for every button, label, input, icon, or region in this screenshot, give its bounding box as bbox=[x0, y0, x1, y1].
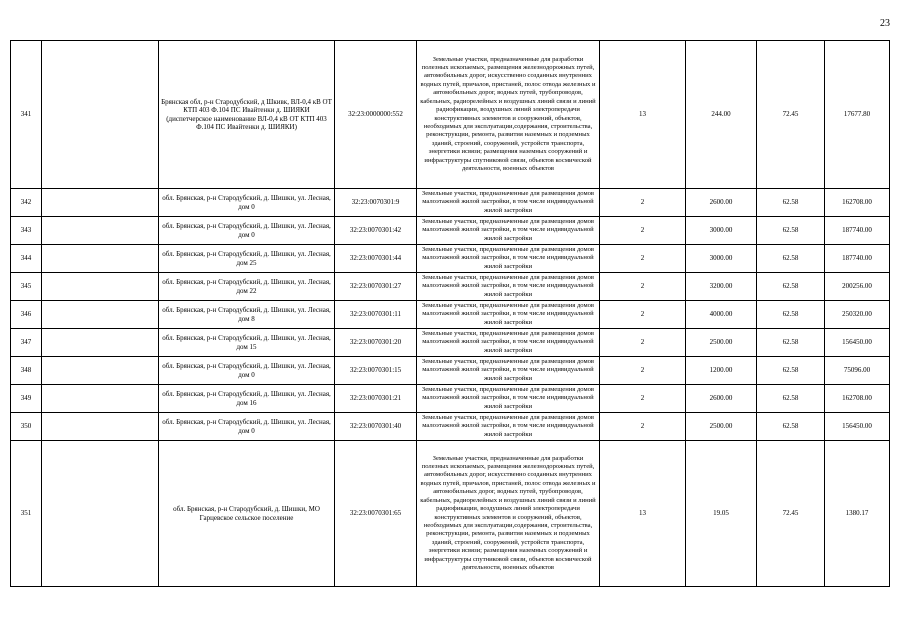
rate-cell: 62.58 bbox=[757, 217, 825, 245]
address-cell: обл. Брянская, р-н Стародубский, д. Шишки, ул. Лесная, дом 0 bbox=[159, 189, 335, 217]
cadastral-cost-cell: 156450.00 bbox=[825, 413, 890, 441]
cadastral-cost-cell: 156450.00 bbox=[825, 329, 890, 357]
address-cell: обл. Брянская, р-н Стародубский, д. Шишки, ул. Лесная, дом 0 bbox=[159, 357, 335, 385]
empty-cell bbox=[42, 41, 159, 189]
row-number: 349 bbox=[11, 385, 42, 413]
land-use-cell: Земельные участки, предназначенные для размещения домов малоэтажной жилой застройки, в том числе индивидуальной жилой застройки bbox=[417, 273, 600, 301]
area-cell: 2600.00 bbox=[686, 385, 757, 413]
address-cell: обл. Брянская, р-н Стародубский, д. Шишки, ул. Лесная, дом 15 bbox=[159, 329, 335, 357]
empty-cell bbox=[42, 329, 159, 357]
cadastral-number-cell: 32:23:0000000:552 bbox=[335, 41, 417, 189]
table-row bbox=[11, 301, 890, 329]
use-code-cell: 2 bbox=[600, 273, 686, 301]
row-number: 344 bbox=[11, 245, 42, 273]
table-row bbox=[11, 413, 890, 441]
use-code-cell: 2 bbox=[600, 329, 686, 357]
row-number: 351 bbox=[11, 441, 42, 587]
land-use-cell: Земельные участки, предназначенные для размещения домов малоэтажной жилой застройки, в том числе индивидуальной жилой застройки bbox=[417, 189, 600, 217]
land-use-cell: Земельные участки, предназначенные для размещения домов малоэтажной жилой застройки, в том числе индивидуальной жилой застройки bbox=[417, 217, 600, 245]
cadastral-cost-cell: 75096.00 bbox=[825, 357, 890, 385]
address-cell: Брянская обл, р-н Стародубский, д Шкивк, ВЛ-0,4 кВ ОТ КТП 403 Ф.104 ПС Ивайтенки д. ШИЯКИ (диспетчерское наименование ВЛ-0,4 кВ ОТ КТП 403 Ф.104 ПС Ивайтенки д. ШИЯКИ) bbox=[159, 41, 335, 189]
cadastral-number-cell: 32:23:0070301:9 bbox=[335, 189, 417, 217]
use-code-cell: 2 bbox=[600, 385, 686, 413]
use-code-cell: 2 bbox=[600, 301, 686, 329]
table-row bbox=[11, 441, 890, 587]
address-cell: обл. Брянская, р-н Стародубский, д. Шишки, ул. Лесная, дом 22 bbox=[159, 273, 335, 301]
cadastral-cost-cell: 187740.00 bbox=[825, 217, 890, 245]
page-number: 23 bbox=[880, 18, 890, 29]
use-code-cell: 2 bbox=[600, 217, 686, 245]
use-code-cell: 13 bbox=[600, 441, 686, 587]
row-number: 343 bbox=[11, 217, 42, 245]
land-use-cell: Земельные участки, предназначенные для разработки полезных ископаемых, размещения железнодорожных путей, автомобильных дорог, искусственно созданных внутренних водных путей, причалов, пристаней, полос отвода железных и автомобильных дорог, водных путей, трубопроводов, кабельных, радиорелейных и воздушных линий связи и линий радиофикации, воздушных линий электропередачи конструктивных элементов и сооружений, объектов, необходимых для эксплуатации,содержания, строительства, реконструкции, ремонта, развития наземных и подземных зданий, строений, сооружений, устройств транспорта, энергетики исвязи; размещения наземных сооружений и инфраструктуры спутниковой связи, объектов космической деятельности, военных объектов bbox=[417, 441, 600, 587]
table-row bbox=[11, 273, 890, 301]
row-number: 345 bbox=[11, 273, 42, 301]
rate-cell: 72.45 bbox=[757, 41, 825, 189]
use-code-cell: 13 bbox=[600, 41, 686, 189]
land-use-cell: Земельные участки, предназначенные для размещения домов малоэтажной жилой застройки, в том числе индивидуальной жилой застройки bbox=[417, 301, 600, 329]
rate-cell: 62.58 bbox=[757, 329, 825, 357]
cadastral-number-cell: 32:23:0070301:44 bbox=[335, 245, 417, 273]
cadastral-cost-cell: 200256.00 bbox=[825, 273, 890, 301]
rate-cell: 62.58 bbox=[757, 357, 825, 385]
area-cell: 4000.00 bbox=[686, 301, 757, 329]
row-number: 346 bbox=[11, 301, 42, 329]
cadastral-cost-cell: 187740.00 bbox=[825, 245, 890, 273]
cadastral-cost-cell: 162708.00 bbox=[825, 189, 890, 217]
row-number: 342 bbox=[11, 189, 42, 217]
land-use-cell: Земельные участки, предназначенные для размещения домов малоэтажной жилой застройки, в том числе индивидуальной жилой застройки bbox=[417, 357, 600, 385]
table-row bbox=[11, 245, 890, 273]
land-use-cell: Земельные участки, предназначенные для размещения домов малоэтажной жилой застройки, в том числе индивидуальной жилой застройки bbox=[417, 385, 600, 413]
area-cell: 3000.00 bbox=[686, 217, 757, 245]
empty-cell bbox=[42, 217, 159, 245]
land-use-cell: Земельные участки, предназначенные для размещения домов малоэтажной жилой застройки, в том числе индивидуальной жилой застройки bbox=[417, 245, 600, 273]
rate-cell: 62.58 bbox=[757, 413, 825, 441]
table-row bbox=[11, 385, 890, 413]
use-code-cell: 2 bbox=[600, 413, 686, 441]
empty-cell bbox=[42, 441, 159, 587]
use-code-cell: 2 bbox=[600, 357, 686, 385]
area-cell: 19.05 bbox=[686, 441, 757, 587]
row-number: 350 bbox=[11, 413, 42, 441]
cadastral-cost-cell: 250320.00 bbox=[825, 301, 890, 329]
empty-cell bbox=[42, 357, 159, 385]
table-row bbox=[11, 189, 890, 217]
rate-cell: 72.45 bbox=[757, 441, 825, 587]
address-cell: обл. Брянская, р-н Стародубский, д. Шишки, ул. Лесная, дом 25 bbox=[159, 245, 335, 273]
empty-cell bbox=[42, 189, 159, 217]
area-cell: 2600.00 bbox=[686, 189, 757, 217]
empty-cell bbox=[42, 245, 159, 273]
empty-cell bbox=[42, 273, 159, 301]
table-row bbox=[11, 217, 890, 245]
rate-cell: 62.58 bbox=[757, 245, 825, 273]
row-number: 348 bbox=[11, 357, 42, 385]
land-use-cell: Земельные участки, предназначенные для размещения домов малоэтажной жилой застройки, в том числе индивидуальной жилой застройки bbox=[417, 329, 600, 357]
cadastral-cost-cell: 17677.80 bbox=[825, 41, 890, 189]
cadastral-number-cell: 32:23:0070301:65 bbox=[335, 441, 417, 587]
area-cell: 3000.00 bbox=[686, 245, 757, 273]
cadastral-number-cell: 32:23:0070301:27 bbox=[335, 273, 417, 301]
land-plots-table bbox=[10, 40, 890, 587]
area-cell: 1200.00 bbox=[686, 357, 757, 385]
area-cell: 244.00 bbox=[686, 41, 757, 189]
table-row bbox=[11, 41, 890, 189]
address-cell: обл. Брянская, р-н Стародубский, д. Шишки, ул. Лесная, дом 16 bbox=[159, 385, 335, 413]
cadastral-number-cell: 32:23:0070301:20 bbox=[335, 329, 417, 357]
use-code-cell: 2 bbox=[600, 189, 686, 217]
empty-cell bbox=[42, 301, 159, 329]
area-cell: 3200.00 bbox=[686, 273, 757, 301]
use-code-cell: 2 bbox=[600, 245, 686, 273]
address-cell: обл. Брянская, р-н Стародубский, д. Шишки, МО Гарцевское сельское поселение bbox=[159, 441, 335, 587]
cadastral-cost-cell: 1380.17 bbox=[825, 441, 890, 587]
row-number: 341 bbox=[11, 41, 42, 189]
land-use-cell: Земельные участки, предназначенные для размещения домов малоэтажной жилой застройки, в том числе индивидуальной жилой застройки bbox=[417, 413, 600, 441]
address-cell: обл. Брянская, р-н Стародубский, д. Шишки, ул. Лесная, дом 0 bbox=[159, 413, 335, 441]
area-cell: 2500.00 bbox=[686, 329, 757, 357]
row-number: 347 bbox=[11, 329, 42, 357]
address-cell: обл. Брянская, р-н Стародубский, д. Шишки, ул. Лесная, дом 0 bbox=[159, 217, 335, 245]
empty-cell bbox=[42, 385, 159, 413]
cadastral-number-cell: 32:23:0070301:40 bbox=[335, 413, 417, 441]
cadastral-cost-cell: 162708.00 bbox=[825, 385, 890, 413]
rate-cell: 62.58 bbox=[757, 189, 825, 217]
table-row bbox=[11, 329, 890, 357]
rate-cell: 62.58 bbox=[757, 273, 825, 301]
rate-cell: 62.58 bbox=[757, 385, 825, 413]
table-row bbox=[11, 357, 890, 385]
cadastral-number-cell: 32:23:0070301:21 bbox=[335, 385, 417, 413]
cadastral-number-cell: 32:23:0070301:42 bbox=[335, 217, 417, 245]
cadastral-number-cell: 32:23:0070301:11 bbox=[335, 301, 417, 329]
rate-cell: 62.58 bbox=[757, 301, 825, 329]
cadastral-number-cell: 32:23:0070301:15 bbox=[335, 357, 417, 385]
land-use-cell: Земельные участки, предназначенные для разработки полезных ископаемых, размещения железнодорожных путей, автомобильных дорог, искусственно созданных внутренних водных путей, причалов, пристаней, полос отвода железных и автомобильных дорог, водных путей, трубопроводов, кабельных, радиорелейных и воздушных линий связи и линий радиофикации, воздушных линий электропередачи конструктивных элементов и сооружений, объектов, необходимых для эксплуатации,содержания, строительства, реконструкции, ремонта, развития наземных и подземных зданий, строений, сооружений, устройств транспорта, энергетики исвязи; размещения наземных сооружений и инфраструктуры спутниковой связи, объектов космической деятельности, военных объектов bbox=[417, 41, 600, 189]
empty-cell bbox=[42, 413, 159, 441]
address-cell: обл. Брянская, р-н Стародубский, д. Шишки, ул. Лесная, дом 8 bbox=[159, 301, 335, 329]
area-cell: 2500.00 bbox=[686, 413, 757, 441]
